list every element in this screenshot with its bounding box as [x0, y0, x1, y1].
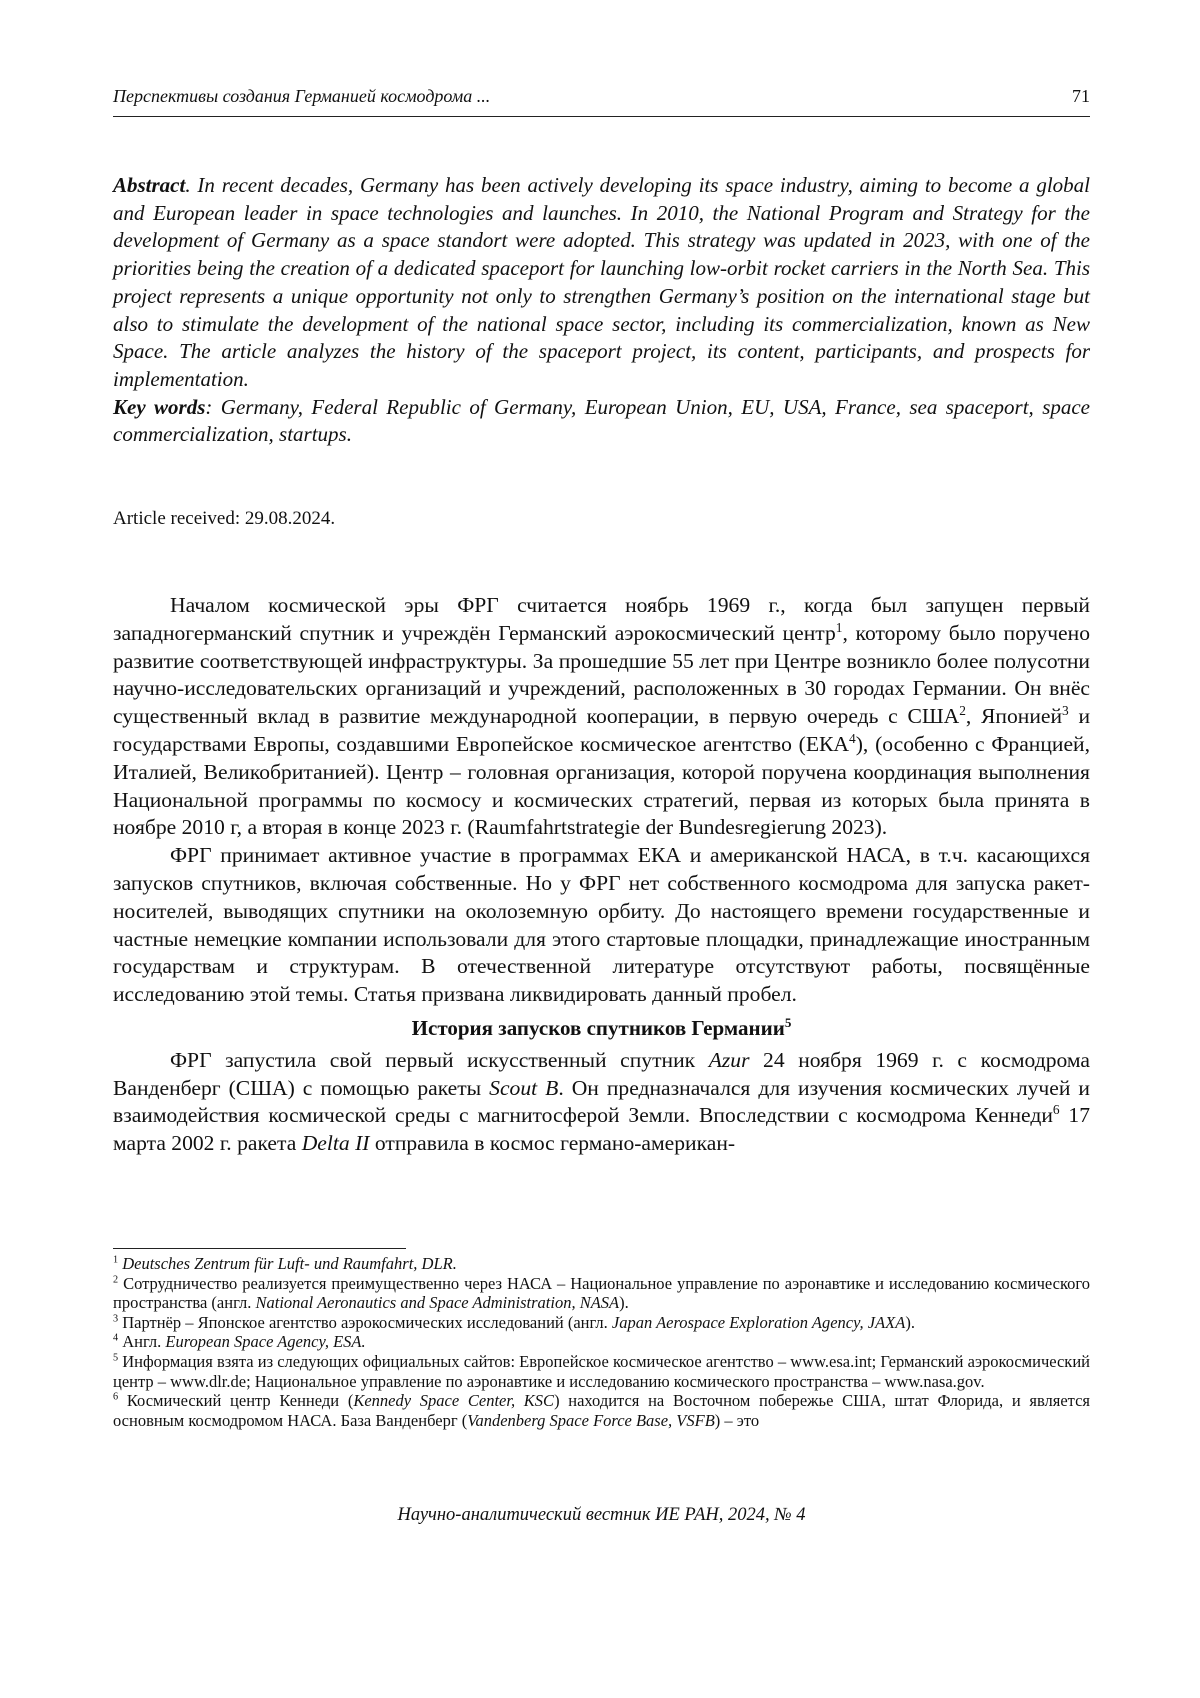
- paragraph-1: Началом космической эры ФРГ считается ноябрь 1969 г., когда был запущен первый западногерманский спутник и учреждён Германский аэрокосмический центр$^1$, которому было поручено развитие соответствующей инфраструктуры. За прошедшие 55 лет при Центре возникло более полусотни научно-исследовательских организаций и учреждений, расположенных в 30 городах Германии. Он внёс существенный вклад в развитие международной кооперации, в первую очередь с США$^2$, Японией$^3$ и государствами Европы, создавшими Европейское космическое агентство (ЕКА$^4$), (особенно с Францией, Италией, Великобританией). Центр – головная организация, которой поручена координация выполнения Национальной программы по космосу и космических стратегий, первая из которых была принята в ноябре 2010 г, а вторая в конце 2023 г. (Raumfahrtstrategie der Bundesregierung 2023).: [113, 593, 1090, 840]
- section-heading: История запусков спутников Германии$^5$: [411, 1014, 792, 1040]
- footnote-1: $^1$ Deutsches Zentrum für Luft- und Raumfahrt, DLR.: [113, 1254, 457, 1273]
- footnote-4: $^4$ Англ. European Space Agency, ESA.: [113, 1332, 366, 1352]
- footnote-ref-6[interactable]: 6: [1052, 1102, 1060, 1118]
- footnote-3: $^3$ Партнёр – Японское агентство аэрокосмических исследований (англ. Japan Aerospace Exploration Agency, JAXA).: [113, 1312, 915, 1332]
- footnote-6: $^6$ Космический центр Кеннеди (Kennedy Space Center, KSC) находится на Восточном побережье США, штат Флорида, и является основным космодромом НАСА. База Ванденберг (Vandenberg Space Force Base, VSFB) – это: [113, 1391, 1091, 1430]
- footnote-2: $^2$ Сотрудничество реализуется преимущественно через НАСА – Национальное управление по аэронавтике и исследованию космического пространства (англ. National Aeronautics and Space Administration, NASA).: [113, 1273, 1091, 1313]
- journal-footer: Научно-аналитический вестник ИЕ РАН, 2024, № 4: [397, 1505, 806, 1525]
- footnotes: [113, 1254, 1090, 1430]
- keywords-label: Key words: [113, 394, 206, 419]
- paragraph-3: ФРГ запустила свой первый искусственный спутник Azur 24 ноября 1969 г. с космодрома Ванденберг (США) с помощью ракеты Scout B. Он предназначался для изучения космических лучей и взаимодействия космической среды с магнитосферой Земли. Впоследствии с космодрома Кеннеди$^6$ 17 марта 2002 г. ракета Delta II отправила в космос германо-американ-: [113, 1047, 1090, 1156]
- footnote-divider: [113, 1248, 406, 1249]
- page-number: 71: [1072, 86, 1090, 106]
- abstract: [113, 172, 1090, 449]
- footnote-ref-4[interactable]: 4: [849, 730, 856, 746]
- keywords-text: : Germany, Federal Republic of Germany, European Union, EU, USA, France, sea spaceport, space commercialization, startups.: [113, 394, 1091, 447]
- footnote-ref-2[interactable]: 2: [959, 703, 966, 718]
- running-title: Перспективы создания Германией космодрома ...: [113, 86, 491, 106]
- article-body: [113, 592, 1090, 1158]
- abstract-label: Abstract: [113, 173, 186, 197]
- paragraph-2: ФРГ принимает активное участие в программах ЕКА и американской НАСА, в т.ч. касающихся запусков спутников, включая собственные. Но у ФРГ нет собственного космодрома для запуска ракет-носителей, выводящих спутники на околоземную орбиту. До настоящего времени государственные и частные немецкие компании использовали для этого стартовые площадки, принадлежащие иностранным государствам и структурам. В отечественной литературе отсутствуют работы, посвящённые исследованию этой темы. Статья призвана ликвидировать данный пробел.: [113, 843, 1090, 1007]
- running-header: [113, 86, 1090, 117]
- footnote-ref-3[interactable]: 3: [1062, 703, 1069, 718]
- footnote-ref-1[interactable]: 1: [835, 619, 843, 635]
- footnote-ref-5[interactable]: 5: [784, 1014, 792, 1030]
- abstract-text: . In recent decades, Germany has been actively developing its space industry, aiming to become a global and European leader in space technologies and launches. In 2010, the National Program and Strategy for the development of Germany as a space standort were adopted. This strategy was updated in 2023, with one of the priorities being the creation of a dedicated spaceport for launching low-orbit rocket carriers in the North Sea. This project represents a unique opportunity not only to strengthen Germany’s position on the international stage but also to stimulate the development of the national space sector, including its commercialization, known as New Space. The article analyzes the history of the spaceport project, its content, participants, and prospects for implementation.: [113, 173, 1090, 391]
- article-received: Article received: 29.08.2024.: [113, 508, 336, 529]
- footnote-5: $^5$ Информация взята из следующих официальных сайтов: Европейское космическое агентство – www.esa.int; Германский аэрокосмический центр – www.dlr.de; Национальное управление по аэронавтике и исследованию космического пространства – www.nasa.gov.: [113, 1351, 1090, 1391]
